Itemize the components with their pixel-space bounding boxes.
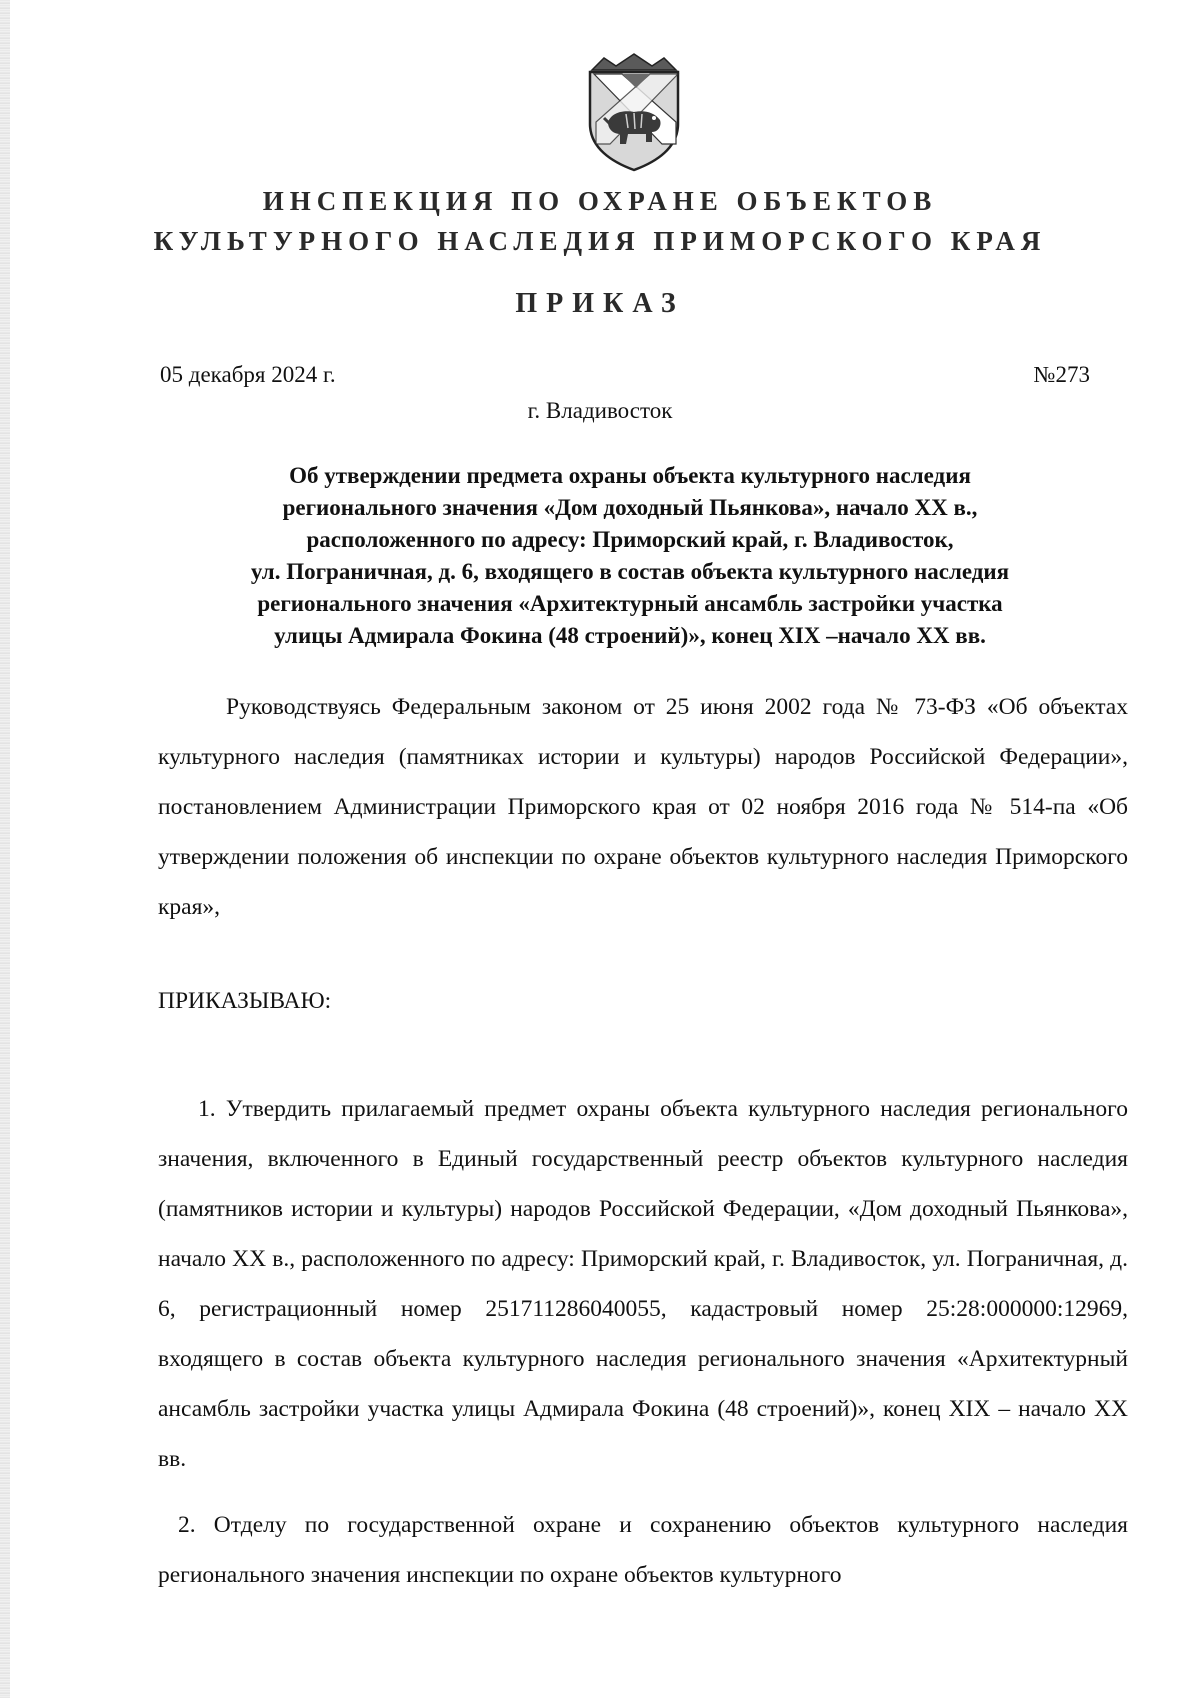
subject-line: ул. Пограничная, д. 6, входящего в состав объекта культурного наследия (250, 559, 1010, 584)
subject-line: Об утверждении предмета охраны объекта культурного наследия (289, 463, 971, 488)
document-subject (150, 460, 1110, 652)
document-type: ПРИКАЗ (515, 288, 685, 319)
order-item-2: 2. Отделу по государственной охране и сохранению объектов культурного наследия регионального значения инспекции по охране объектов культурного (158, 1512, 1128, 1588)
document-number: №273 (1033, 362, 1090, 387)
preamble-paragraph: Руководствуясь Федеральным законом от 25 июня 2002 года № 73-ФЗ «Об объектах культурного наследия (памятниках истории и культуры) народов Российской Федерации», постановлением Администрации Приморского края от 02 ноября 2016 года № 514-па «Об утверждении положения об инспекции по охране объектов культурного наследия Приморского края», (158, 694, 1128, 920)
subject-line: расположенного по адресу: Приморский край, г. Владивосток, (306, 527, 954, 552)
decree-heading: ПРИКАЗЫВАЮ: (158, 988, 332, 1014)
issuer-name-line2: КУЛЬТУРНОГО НАСЛЕДИЯ ПРИМОРСКОГО КРАЯ (153, 226, 1047, 256)
issuer-name-line1: ИНСПЕКЦИЯ ПО ОХРАНЕ ОБЪЕКТОВ (262, 186, 938, 216)
order-item-1: 1. Утвердить прилагаемый предмет охраны объекта культурного наследия регионального значения, включенного в Единый государственный реестр объектов культурного наследия (памятников истории и культуры) народов Российской Федерации, «Дом доходный Пьянкова», начало XX в., расположенного по адресу: Приморский край, г. Владивосток, ул. Пограничная, д. 6, регистрационный номер 251711286040055, кадастровый номер 25:28:000000:12969, входящего в состав объекта культурного наследия регионального значения «Архитектурный ансамбль застройки участка улицы Адмирала Фокина (48 строений)», конец XIX – начало XX вв. (158, 1096, 1128, 1472)
document-city: г. Владивосток (527, 398, 673, 423)
coat-of-arms-icon (582, 52, 686, 172)
subject-line: регионального значения «Архитектурный ансамбль застройки участка (257, 591, 1003, 616)
subject-line: регионального значения «Дом доходный Пьянкова», начало XX в., (282, 495, 978, 520)
subject-line: улицы Адмирала Фокина (48 строений)», конец XIX –начало XX вв. (274, 623, 986, 648)
document-date: 05 декабря 2024 г. (160, 362, 336, 387)
